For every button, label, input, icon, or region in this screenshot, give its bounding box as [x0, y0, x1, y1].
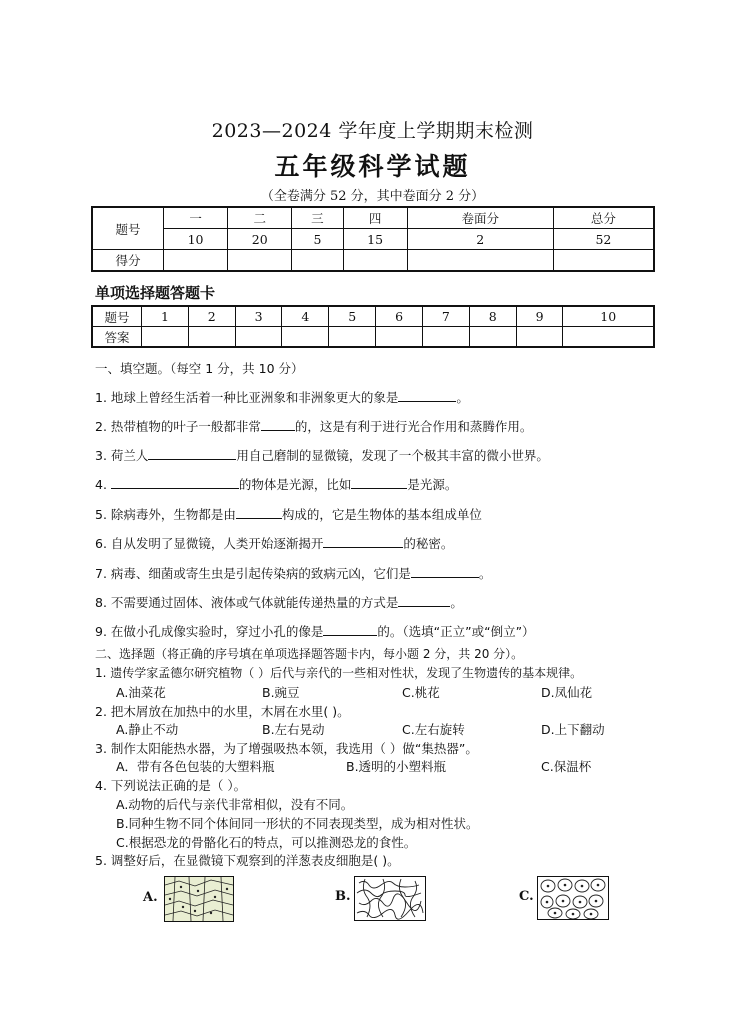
score-col-points: 20	[228, 229, 292, 250]
exam-main-title: 五年级科学试题	[274, 152, 471, 181]
answer-blank[interactable]	[261, 418, 295, 431]
option-a[interactable]: A.动物的后代与亲代非常相似，没有不同。	[116, 797, 354, 812]
score-cell[interactable]	[553, 250, 654, 272]
score-table-score-row	[92, 250, 654, 272]
question-text: 3. 荷兰人	[95, 448, 149, 463]
answer-cell[interactable]	[282, 327, 329, 348]
score-col-label: 四	[343, 207, 407, 229]
option-a[interactable]: A．带有各色包装的大塑料瓶	[116, 759, 275, 774]
option-c-label[interactable]: C.	[519, 889, 534, 904]
question-text: 构成的，它是生物体的基本组成单位	[281, 507, 482, 522]
score-col-points: 52	[553, 229, 654, 250]
answer-blank[interactable]	[323, 623, 377, 636]
fill-question-9	[95, 622, 535, 640]
score-col-points: 10	[164, 229, 228, 250]
question-text: 2. 热带植物的叶子一般都非常	[95, 419, 261, 434]
answer-blank[interactable]	[236, 506, 282, 519]
question-text: 用自己磨制的显微镜，发现了一个极其丰富的微小世界。	[236, 448, 549, 463]
score-table-points-row	[92, 229, 654, 250]
answer-card-table	[91, 305, 655, 348]
section1-heading: 一、填空题。（每空 1 分，共 10 分）	[95, 361, 304, 376]
score-col-label: 二	[228, 207, 292, 229]
fill-question-8	[95, 593, 463, 611]
answer-blank[interactable]	[111, 476, 239, 489]
fill-question-5	[95, 505, 482, 523]
answer-card-number: 8	[469, 306, 516, 327]
answer-card-number: 4	[282, 306, 329, 327]
section2-heading: 二、选择题（将正确的序号填在单项选择题答题卡内，每小题 2 分，共 20 分）。	[95, 647, 524, 661]
score-col-points: 15	[343, 229, 407, 250]
option-b[interactable]: B.左右晃动	[262, 722, 325, 737]
question-text: 1. 地球上曾经生活着一种比亚洲象和非洲象更大的象是	[95, 390, 399, 405]
answer-card-number: 2	[188, 306, 235, 327]
answer-cell[interactable]	[516, 327, 563, 348]
answer-card-row-label: 题号	[92, 306, 142, 327]
score-col-points: 5	[292, 229, 343, 250]
option-d[interactable]: D.凤仙花	[541, 685, 593, 700]
choice-question-5: 5. 调整好后，在显微镜下观察到的洋葱表皮细胞是( )。	[95, 853, 400, 868]
option-c[interactable]: C.桃花	[402, 685, 440, 700]
answer-card-answer-row	[92, 327, 654, 348]
question-text: 的秘密。	[403, 536, 454, 551]
question-text: 。	[478, 566, 492, 581]
exam-title: 2023—2024 学年度上学期期末检测	[211, 120, 534, 142]
choice-question-1: 1. 遗传学家孟德尔研究植物（ ）后代与亲代的一些相对性状，发现了生物遗传的基本规律。	[95, 666, 583, 680]
option-b[interactable]: B.同种生物不同个体间同一形状的不同表现类型，成为相对性状。	[116, 816, 479, 831]
score-col-label: 卷面分	[407, 207, 553, 229]
score-table	[91, 206, 655, 272]
cell-image-a-icon[interactable]	[164, 876, 234, 922]
score-col-label: 一	[164, 207, 228, 229]
fill-question-7	[95, 564, 491, 582]
option-b[interactable]: B.豌豆	[262, 685, 300, 700]
answer-cell[interactable]	[142, 327, 189, 348]
exam-subtitle: （全卷满分 52 分，其中卷面分 2 分）	[260, 189, 485, 204]
answer-blank[interactable]	[398, 389, 456, 402]
score-cell[interactable]	[228, 250, 292, 272]
option-d[interactable]: D.上下翻动	[541, 722, 605, 737]
answer-card-title: 单项选择题答题卡	[95, 284, 216, 302]
option-b[interactable]: B.透明的小塑料瓶	[346, 759, 447, 774]
fill-question-6	[95, 534, 453, 552]
option-a[interactable]: A.油菜花	[116, 685, 166, 700]
answer-blank[interactable]	[323, 535, 403, 548]
question-text: 。	[450, 595, 463, 610]
fill-question-4	[95, 475, 457, 493]
question-text: 是光源。	[407, 477, 458, 492]
answer-card-number: 6	[376, 306, 423, 327]
option-a-label[interactable]: A.	[143, 890, 158, 905]
option-a[interactable]: A.静止不动	[116, 722, 179, 737]
cell-image-c-icon[interactable]	[537, 876, 609, 920]
choice-question-3: 3. 制作太阳能热水器，为了增强吸热本领，我选用（ ）做“集热器”。	[95, 741, 478, 756]
question-text: 4.	[95, 477, 111, 492]
answer-cell[interactable]	[329, 327, 376, 348]
question-text: 7. 病毒、细菌或寄生虫是引起传染病的致病元凶，它们是	[95, 566, 411, 581]
answer-card-number: 10	[563, 306, 654, 327]
option-c[interactable]: C.左右旋转	[402, 722, 465, 737]
cell-image-b-icon[interactable]	[354, 876, 426, 921]
option-c[interactable]: C.根据恐龙的骨骼化石的特点，可以推测恐龙的食性。	[116, 835, 417, 850]
score-col-label: 三	[292, 207, 343, 229]
fill-question-3	[95, 446, 549, 464]
score-table-header-row	[92, 207, 654, 229]
score-cell[interactable]	[407, 250, 553, 272]
answer-blank[interactable]	[398, 594, 450, 607]
fill-question-1	[95, 388, 469, 406]
score-col-label: 总分	[553, 207, 654, 229]
answer-blank[interactable]	[411, 565, 479, 578]
answer-blank[interactable]	[148, 447, 236, 460]
option-b-label[interactable]: B.	[335, 889, 351, 904]
score-col-points: 2	[407, 229, 553, 250]
question-text: 9. 在做小孔成像实验时，穿过小孔的像是	[95, 624, 324, 639]
score-table-row-label: 题号	[92, 207, 164, 250]
answer-card-number-row	[92, 306, 654, 327]
score-table-score-label: 得分	[92, 250, 164, 272]
option-c[interactable]: C.保温杯	[541, 759, 592, 774]
answer-cell[interactable]	[563, 327, 654, 348]
score-cell[interactable]	[343, 250, 407, 272]
answer-cell[interactable]	[469, 327, 516, 348]
question-text: 5. 除病毒外，生物都是由	[95, 507, 236, 522]
score-cell[interactable]	[292, 250, 343, 272]
answer-cell[interactable]	[235, 327, 282, 348]
score-cell[interactable]	[164, 250, 228, 272]
answer-card-number: 7	[422, 306, 469, 327]
answer-card-number: 9	[516, 306, 563, 327]
choice-question-2: 2. 把木屑放在加热中的水里，木屑在水里( )。	[95, 704, 350, 719]
answer-blank[interactable]	[351, 476, 407, 489]
question-text: 的。（选填“正立”或“倒立”）	[377, 624, 535, 639]
question-text: 的，这是有利于进行光合作用和蒸腾作用。	[294, 419, 533, 434]
answer-card-answer-label: 答案	[92, 327, 142, 348]
answer-card-number: 1	[142, 306, 189, 327]
question-text: 的物体是光源，比如	[238, 477, 352, 492]
answer-cell[interactable]	[188, 327, 235, 348]
answer-cell[interactable]	[422, 327, 469, 348]
question-text: 8. 不需要通过固体、液体或气体就能传递热量的方式是	[95, 595, 399, 610]
question-text: 。	[456, 390, 469, 405]
answer-card-number: 3	[235, 306, 282, 327]
question-text: 6. 自从发明了显微镜，人类开始逐渐揭开	[95, 536, 324, 551]
fill-question-2	[95, 417, 532, 435]
answer-cell[interactable]	[376, 327, 423, 348]
choice-question-4: 4. 下列说法正确的是（ ）。	[95, 778, 247, 793]
answer-card-number: 5	[329, 306, 376, 327]
